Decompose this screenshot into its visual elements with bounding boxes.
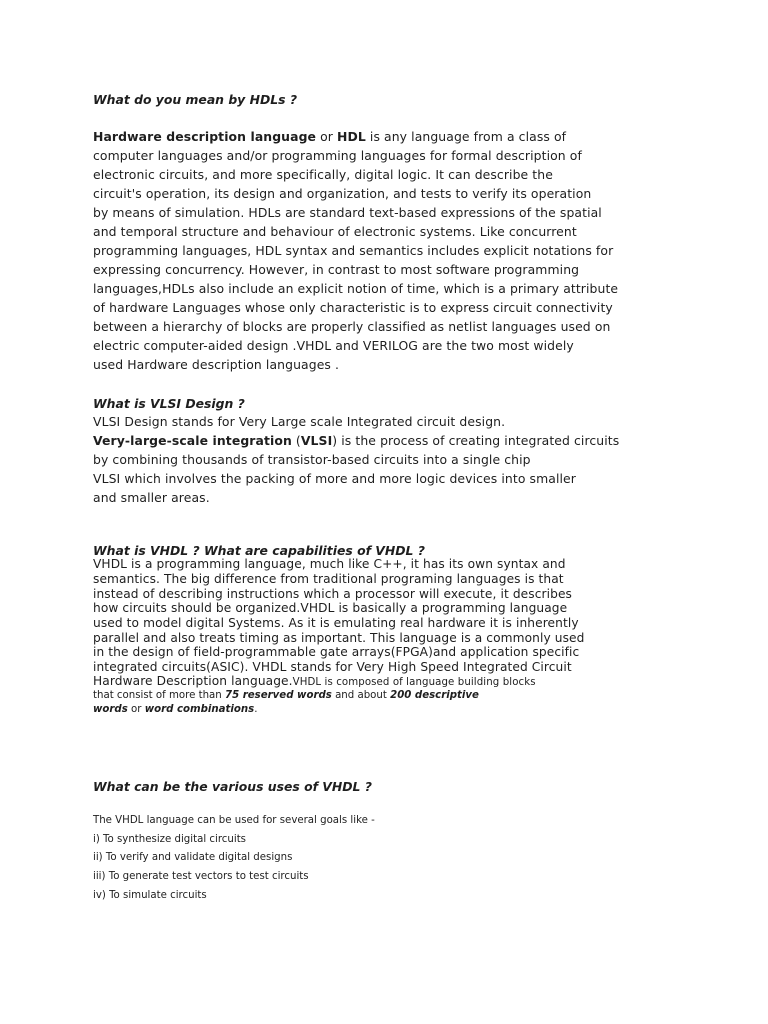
uses-list-item: iv) To simulate circuits — [93, 890, 207, 901]
hdl-line: electric computer-aided design .VHDL and VERILOG are the two most widely — [93, 338, 574, 353]
vlsi-line: VLSI which involves the packing of more and more logic devices into smaller — [93, 471, 576, 486]
vhdl-line: semantics. The big difference from traditional programing languages is that — [93, 572, 564, 586]
hdl-line: computer languages and/or programming languages for formal description of — [93, 148, 582, 163]
hdl-line: electronic circuits, and more specifically, digital logic. It can describe the — [93, 167, 553, 182]
vhdl-text: and about — [331, 690, 391, 701]
vlsi-line: by combining thousands of transistor-based circuits into a single chip — [93, 452, 531, 467]
vhdl-line-large-part: Hardware Description language. — [93, 674, 293, 688]
vhdl-words-bold: words — [93, 704, 128, 715]
vhdl-line: parallel and also treats timing as important. This language is a commonly used — [93, 631, 585, 645]
hdl-line: by means of simulation. HDLs are standard text-based expressions of the spatial — [93, 205, 602, 220]
vlsi-line: VLSI Design stands for Very Large scale Integrated circuit design. — [93, 414, 506, 429]
hdl-intro-mid: or — [316, 129, 337, 144]
hdl-heading: What do you mean by HDLs ? — [93, 92, 298, 107]
hdl-line: and temporal structure and behaviour of electronic systems. Like concurrent — [93, 224, 577, 239]
vhdl-text: that consist of more than — [93, 690, 225, 701]
vhdl-word-combinations-bold: word combinations — [144, 704, 255, 715]
vhdl-line: integrated circuits(ASIC). VHDL stands for Very High Speed Integrated Circuit — [93, 660, 572, 674]
hdl-intro-rest: is any language from a class of — [365, 129, 567, 144]
vlsi-heading: What is VLSI Design ? — [93, 396, 245, 411]
vhdl-line: instead of describing instructions which a processor will execute, it describes — [93, 587, 572, 601]
vhdl-word-combinations-line — [93, 704, 257, 715]
hdl-line: languages,HDLs also include an explicit notion of time, which is a primary attribute — [93, 281, 619, 296]
vhdl-line: in the design of field-programmable gate arrays(FPGA)and application specific — [93, 645, 580, 659]
vhdl-descriptive-bold: 200 descriptive — [390, 690, 479, 701]
vhdl-reserved-words-line — [93, 690, 479, 701]
uses-list-item: i) To synthesize digital circuits — [93, 834, 246, 845]
hdl-term-bold: Hardware description language — [93, 129, 317, 144]
hdl-line: between a hierarchy of blocks are properly classified as netlist languages used on — [93, 319, 611, 334]
hdl-line: programming languages, HDL syntax and semantics includes explicit notations for — [93, 243, 614, 258]
hdl-line: used Hardware description languages . — [93, 357, 340, 372]
vlsi-definition-line — [93, 433, 619, 448]
uses-intro: The VHDL language can be used for several goals like - — [93, 815, 375, 826]
uses-list-item: ii) To verify and validate digital designs — [93, 852, 293, 863]
hdl-line: of hardware Languages whose only characteristic is to express circuit connectivity — [93, 300, 613, 315]
vhdl-text: or — [127, 704, 145, 715]
vhdl-line-small-part: VHDL is composed of language building blocks — [292, 677, 536, 688]
vlsi-paren-open: ( — [291, 433, 301, 448]
vlsi-abbr-bold: VLSI — [300, 433, 333, 448]
vhdl-line: used to model digital Systems. As it is emulating real hardware it is inherently — [93, 616, 579, 630]
vhdl-heading: What is VHDL ? What are capabilities of VHDL ? — [93, 543, 425, 558]
uses-heading: What can be the various uses of VHDL ? — [93, 779, 372, 794]
hdl-abbr-bold: HDL — [337, 129, 366, 144]
vlsi-term-bold: Very-large-scale integration — [93, 433, 292, 448]
hdl-line: circuit's operation, its design and organization, and tests to verify its operation — [93, 186, 592, 201]
hdl-line: expressing concurrency. However, in contrast to most software programming — [93, 262, 580, 277]
uses-list-item: iii) To generate test vectors to test circuits — [93, 871, 309, 882]
vhdl-line: how circuits should be organized.VHDL is basically a programming language — [93, 601, 568, 615]
vhdl-text: . — [254, 704, 258, 715]
vhdl-reserved-words-bold: 75 reserved words — [224, 690, 332, 701]
hdl-intro-line — [93, 129, 566, 144]
vhdl-line: VHDL is a programming language, much like C++, it has its own syntax and — [93, 557, 566, 571]
vhdl-mixed-line — [93, 674, 536, 688]
vlsi-line: and smaller areas. — [93, 490, 210, 505]
vlsi-definition-rest: ) is the process of creating integrated circuits — [332, 433, 620, 448]
